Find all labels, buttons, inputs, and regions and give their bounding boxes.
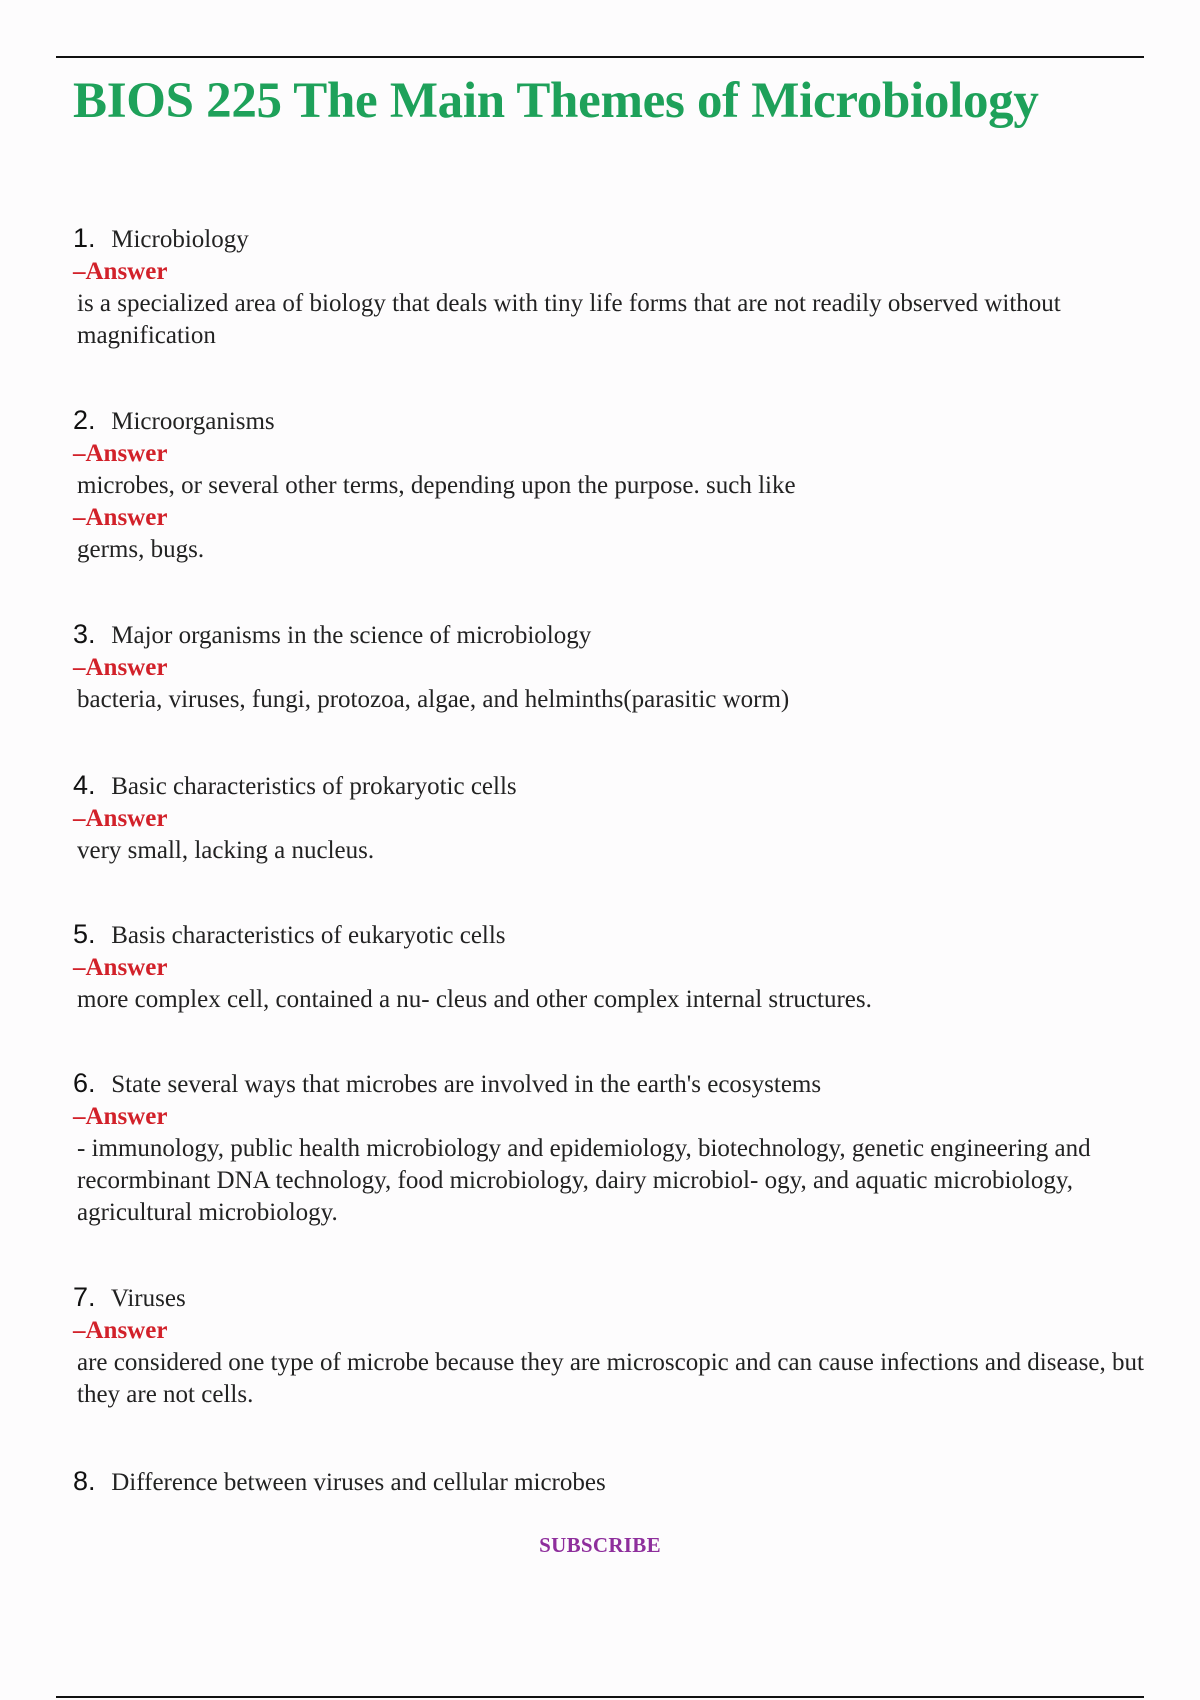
- qa-item-6: [73, 1067, 1148, 1229]
- answer-text: more complex cell, contained a nu- cleus and other complex internal structures.: [77, 986, 872, 1013]
- question-number: 8.: [73, 1466, 96, 1496]
- question-text: Basic characteristics of prokaryotic cells: [111, 773, 517, 800]
- qa-item-7: [73, 1281, 1148, 1411]
- answer-text: microbes, or several other terms, depending upon the purpose. such like: [77, 472, 796, 499]
- question-number: 7.: [73, 1282, 96, 1312]
- answer-text: are considered one type of microbe because they are microscopic and can cause infections and disease, but they are not cells.: [77, 1349, 1144, 1408]
- question-number: 6.: [73, 1068, 96, 1098]
- answer-label: –Answer: [73, 654, 168, 681]
- answer-label: –Answer: [73, 258, 168, 285]
- document-title: BIOS 225 The Main Themes of Microbiology: [73, 73, 1039, 129]
- question-text: Difference between viruses and cellular microbes: [111, 1469, 606, 1496]
- question-text: Viruses: [110, 1285, 186, 1312]
- subscribe-link[interactable]: SUBSCRIBE: [539, 1533, 661, 1557]
- qa-item-2: [73, 404, 1148, 566]
- top-rule: [56, 56, 1144, 58]
- answer-text: is a specialized area of biology that deals with tiny life forms that are not readily observed without magnification: [77, 290, 1061, 349]
- answer-label: –Answer: [73, 1317, 168, 1344]
- question-number: 2.: [73, 405, 96, 435]
- answer-label: –Answer: [73, 440, 168, 467]
- qa-item-4: [73, 769, 1148, 867]
- qa-item-3: [73, 618, 1148, 716]
- question-number: 5.: [73, 919, 96, 949]
- answer-text: very small, lacking a nucleus.: [77, 837, 375, 864]
- answer-label-2: –Answer: [73, 504, 168, 531]
- answer-label: –Answer: [73, 805, 168, 832]
- bottom-rule: [56, 1696, 1144, 1698]
- answer-label: –Answer: [73, 1103, 168, 1130]
- answer-text-2: germs, bugs.: [77, 536, 205, 563]
- question-text: Microbiology: [111, 226, 249, 253]
- answer-text: - immunology, public health microbiology and epidemiology, biotechnology, genetic engineering and recormbinant DNA technology, food microbiology, dairy microbiol- ogy, and aquatic microbiology, agricultural microbiology.: [77, 1135, 1091, 1226]
- question-number: 1.: [73, 223, 96, 253]
- qa-item-5: [73, 918, 1148, 1016]
- answer-text: bacteria, viruses, fungi, protozoa, algae, and helminths(parasitic worm): [77, 686, 790, 713]
- answer-label: –Answer: [73, 954, 168, 981]
- question-text: Microorganisms: [111, 408, 275, 435]
- question-text: Major organisms in the science of microbiology: [111, 622, 592, 649]
- question-number: 4.: [73, 770, 96, 800]
- question-number: 3.: [73, 619, 96, 649]
- question-text: State several ways that microbes are involved in the earth's ecosystems: [111, 1071, 822, 1098]
- qa-item-1: [73, 222, 1148, 352]
- qa-item-8: [73, 1465, 1148, 1499]
- question-text: Basis characteristics of eukaryotic cells: [111, 922, 506, 949]
